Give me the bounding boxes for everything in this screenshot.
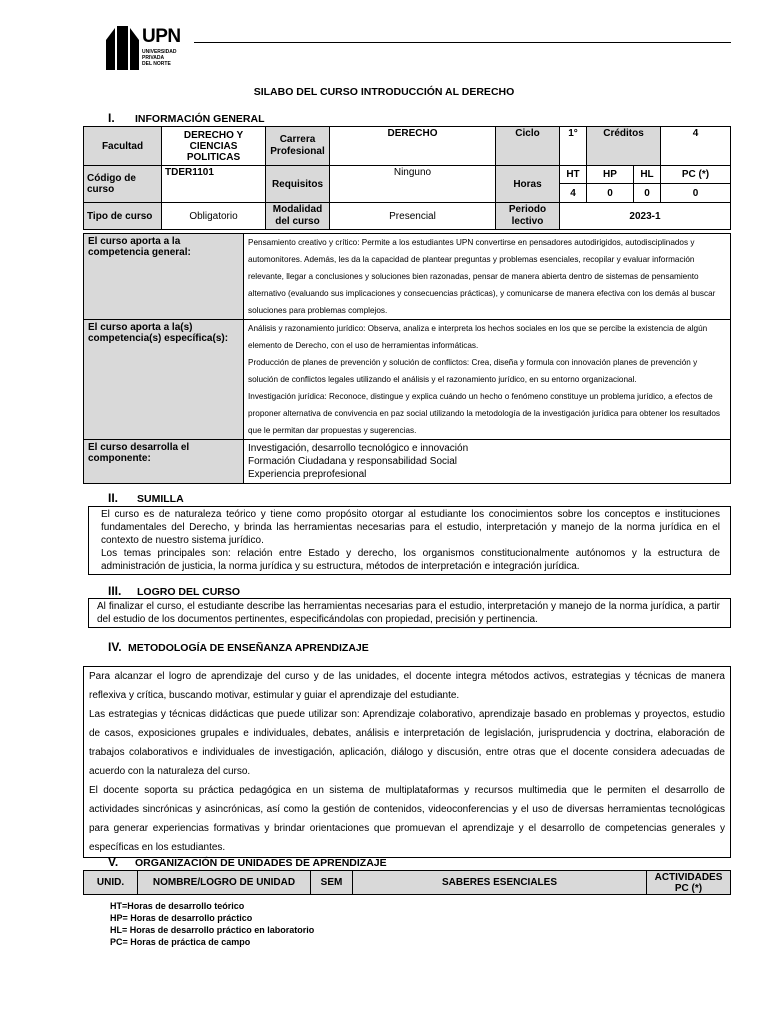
especifica-item: Producción de planes de prevención y solución de conflictos: Crea, diseña y formula con innovación planes de prevención y solución de conflictos legales utilizando el análisis y el razonamiento jurídico, en su entorno organizacional. — [248, 358, 698, 384]
hour-value-hp: 0 — [587, 184, 634, 203]
sumilla-box — [88, 506, 731, 575]
periodo-label: Periodo lectivo — [496, 203, 560, 230]
general-info-table — [83, 126, 731, 230]
carrera-value: DERECHO — [330, 127, 496, 166]
competencia-especifica-label: El curso aporta a la(s) competencia(s) específica(s): — [84, 320, 244, 440]
modalidad-label: Modalidad del curso — [266, 203, 330, 230]
units-header-actividades: ACTIVIDADES PC (*) — [647, 871, 731, 895]
hour-header-hl: HL — [634, 166, 661, 184]
section-4-heading: IV. METODOLOGÍA DE ENSEÑANZA APRENDIZAJE — [108, 640, 369, 654]
units-header-saberes: SABERES ESENCIALES — [353, 871, 647, 895]
facultad-value: DERECHO Y CIENCIAS POLITICAS — [162, 127, 266, 166]
codigo-label: Código de curso — [84, 166, 162, 203]
componente-item: Experiencia preprofesional — [248, 469, 367, 480]
horas-label: Horas — [496, 166, 560, 203]
logo-brand: UPN — [142, 26, 181, 47]
sumilla-paragraph: Los temas principales son: relación entre Estado y derecho, los organismos constitucionalmente autónomos y la estructura de administración de justicia, la norma jurídica y su estructura, métodos de interpretación e integración jurídica. — [101, 548, 720, 572]
legend-item: PC= Horas de práctica de campo — [110, 937, 251, 947]
competencias-table — [83, 233, 731, 484]
modalidad-value: Presencial — [330, 203, 496, 230]
competencia-especifica-text — [244, 320, 731, 440]
carrera-label: Carrera Profesional — [266, 127, 330, 166]
competencia-general-text: Pensamiento creativo y crítico: Permite a los estudiantes UPN convertirse en pensadores autodirigidos, autodisciplinados y automonitores. Además, les da la capacidad de plantear preguntas y problemas esenciales, recopilar y evaluar información relevante, llegar a conclusiones y soluciones bien razonadas, pensar de manera abierta dentro de sistemas de pensamiento alternativo (evaluando sus implicaciones y consecuencias prácticas), y comunicarse de manera efectiva con los demás al buscar soluciones para problemas complejos. — [244, 234, 731, 320]
componente-label: El curso desarrolla el componente: — [84, 440, 244, 484]
section-3-heading: III. LOGRO DEL CURSO — [108, 584, 241, 598]
hour-header-ht: HT — [560, 166, 587, 184]
legend-item: HT=Horas de desarrollo teórico — [110, 901, 245, 911]
hour-value-ht: 4 — [560, 184, 587, 203]
units-header-sem: SEM — [311, 871, 353, 895]
metodologia-paragraph: El docente soporta su práctica pedagógica en un sistema de multiplataformas y recursos multimedia que le permiten el desarrollo de actividades sincrónicas y asincrónicas, así como la gestión de contenidos, videoconferencias y el uso de diversas herramientas tecnológicas para generar experiencias formativas y brindar orientaciones que promuevan el aprendizaje y el desarrollo de competencias generales y específicas en los estudiantes. — [89, 785, 725, 853]
facultad-label: Facultad — [84, 127, 162, 166]
especifica-item: Análisis y razonamiento jurídico: Observa, analiza e interpreta los hechos sociales en los que se percibe la existencia de algún elemento de Derecho, con el uso de herramientas informáticas. — [248, 324, 708, 350]
hour-value-pc: 0 — [661, 184, 731, 203]
especifica-item: Investigación jurídica: Reconoce, distingue y explica cuándo un hecho o fenómeno constituye un problema jurídico, a efectos de proponer alternativa de convivencia en paz social utilizando la metodología de la investigación jurídica para obtener los resultados que le permitan dar propuestas y sugerencias. — [248, 392, 720, 435]
periodo-value: 2023-1 — [560, 203, 731, 230]
units-header-unid: UNID. — [84, 871, 138, 895]
legend-item: HP= Horas de desarrollo práctico — [110, 913, 253, 923]
logro-box: Al finalizar el curso, el estudiante describe las herramientas necesarias para el estudio, interpretación y manejo de la norma jurídica, a partir del estudio de los documentos pertinentes, especificándolas con propiedad, precisión y pertinencia. — [88, 598, 731, 628]
header-rule — [194, 42, 731, 43]
upn-logo-icon — [106, 26, 140, 70]
ciclo-label: Ciclo — [496, 127, 560, 166]
hour-header-pc: PC (*) — [661, 166, 731, 184]
document-title: SILABO DEL CURSO INTRODUCCIÓN AL DERECHO — [253, 86, 515, 98]
metodologia-paragraph: Las estrategias y técnicas didácticas que puede utilizar son: Aprendizaje colaborativo, aprendizaje basado en problemas y proyectos, estudio de casos, exposiciones grupales e individuales, debates, análisis e interpretación de legislación, jurisprudencia y doctrina, elaboración de trabajos colaborativos e individuales de investigación, aplicación, diálogo y discusión, entre otras que el docente considera adecuadas de acuerdo con la naturaleza del curso. — [89, 709, 725, 777]
componente-item: Formación Ciudadana y responsabilidad Social — [248, 456, 458, 467]
componente-list — [244, 440, 731, 484]
componente-item: Investigación, desarrollo tecnológico e innovación — [248, 443, 469, 454]
tipo-label: Tipo de curso — [84, 203, 162, 230]
hour-value-hl: 0 — [634, 184, 661, 203]
section-1-heading: I. INFORMACIÓN GENERAL — [108, 111, 265, 125]
ciclo-value: 1° — [560, 127, 587, 166]
creditos-value: 4 — [661, 127, 731, 166]
units-header-nombre: NOMBRE/LOGRO DE UNIDAD — [138, 871, 311, 895]
section-2-heading: II. SUMILLA — [108, 491, 184, 505]
hour-header-hp: HP — [587, 166, 634, 184]
logo-subtitle: UNIVERSIDAD PRIVADA DEL NORTE — [142, 49, 177, 67]
upn-logo — [106, 26, 186, 74]
competencia-general-label: El curso aporta a la competencia general: — [84, 234, 244, 320]
requisitos-value: Ninguno — [330, 166, 496, 203]
metodologia-paragraph: Para alcanzar el logro de aprendizaje del curso y de las unidades, el docente integra métodos activos, estrategias y técnicas de manera reflexiva y crítica, buscando motivar, estimular y guiar el aprendizaje del estudiante. — [89, 671, 725, 701]
section-5-heading: V. ORGANIZACIÓN DE UNIDADES DE APRENDIZAJE — [108, 855, 387, 869]
creditos-label: Créditos — [587, 127, 661, 166]
metodologia-box — [83, 666, 731, 858]
codigo-value: TDER1101 — [162, 166, 266, 203]
requisitos-label: Requisitos — [266, 166, 330, 203]
sumilla-paragraph: El curso es de naturaleza teórico y tiene como propósito otorgar al estudiante los conocimientos sobre los conceptos e instituciones fundamentales del Derecho, y brinda las herramientas necesarias para el estudio, interpretación y manejo de la norma jurídica en el contexto de nuestro sistema jurídico. — [101, 509, 720, 546]
legend-item: HL= Horas de desarrollo práctico en laboratorio — [110, 925, 315, 935]
tipo-value: Obligatorio — [162, 203, 266, 230]
hours-legend — [110, 900, 314, 948]
units-table — [83, 870, 731, 895]
